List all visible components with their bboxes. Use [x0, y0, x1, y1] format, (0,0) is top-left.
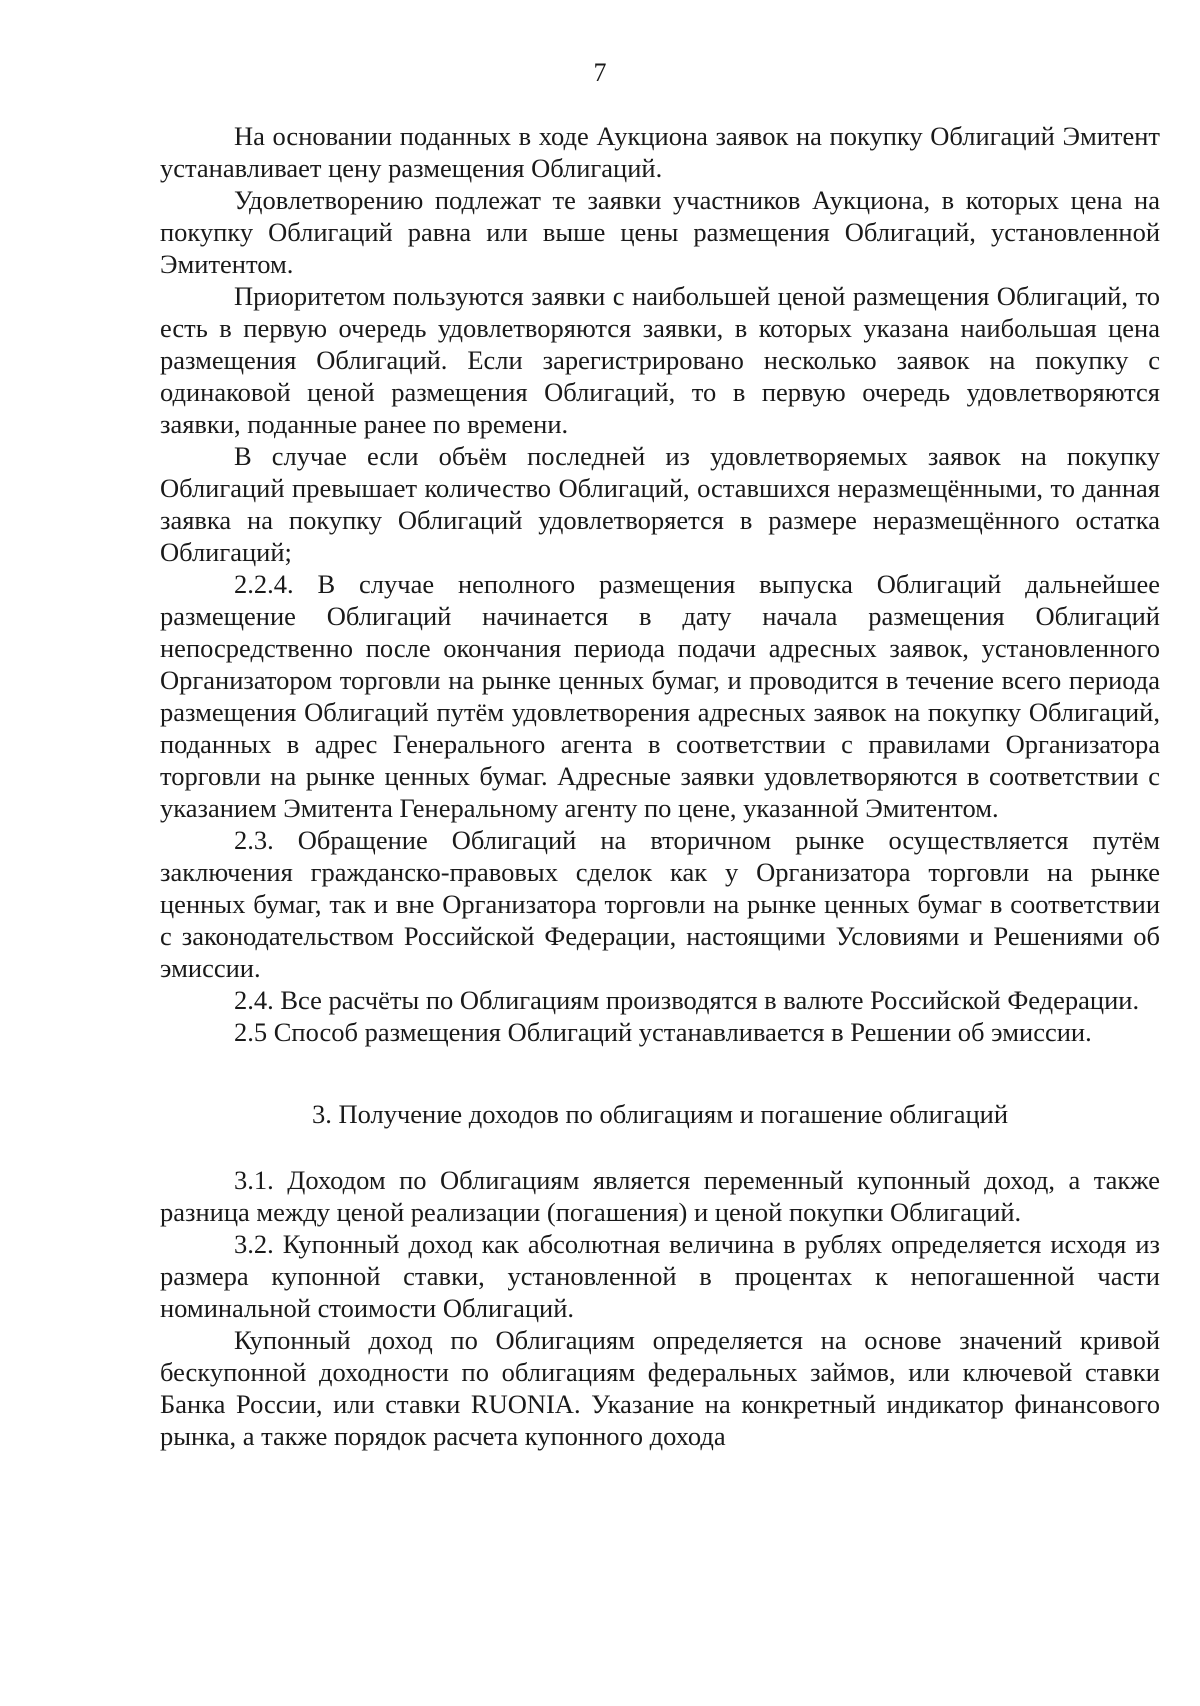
paragraph-2-2-4: 2.2.4. В случае неполного размещения выпуска Облигаций дальнейшее размещение Облигаций начинается в дату начала размещения Облигаций непосредственно после окончания периода подачи адресных заявок, установленного Организатором торговли на рынке ценных бумаг, и проводится в течение всего периода размещения Облигаций путём удовлетворения адресных заявок на покупку Облигаций, поданных в адрес Генерального агента в соответствии с правилами Организатора торговли на рынке ценных бумаг. Адресные заявки удовлетворяются в соответствии с указанием Эмитента Генеральному агенту по цене, указанной Эмитентом.	[160, 569, 1160, 823]
paragraph-3-2: 3.2. Купонный доход как абсолютная величина в рублях определяется исходя из размера купонной ставки, установленной в процентах к непогашенной части номинальной стоимости Облигаций.	[160, 1229, 1160, 1323]
paragraph-satisfied-bids: Удовлетворению подлежат те заявки участников Аукциона, в которых цена на покупку Облигаций равна или выше цены размещения Облигаций, установленной Эмитентом.	[160, 185, 1160, 279]
document-body	[160, 120, 1160, 1452]
paragraph-3-1: 3.1. Доходом по Облигациям является переменный купонный доход, а также разница между ценой реализации (погашения) и ценой покупки Облигаций.	[160, 1165, 1160, 1227]
section-3-heading: 3. Получение доходов по облигациям и погашение облигаций	[311, 1099, 1009, 1129]
page-number: 7	[593, 58, 607, 87]
paragraph-2-5: 2.5 Способ размещения Облигаций устанавливается в Решении об эмиссии.	[234, 1017, 1092, 1047]
paragraph-last-bid-volume: В случае если объём последней из удовлетворяемых заявок на покупку Облигаций превышает количество Облигаций, оставшихся неразмещёнными, то данная заявка на покупку Облигаций удовлетворяется в размере неразмещённого остатка Облигаций;	[160, 441, 1160, 567]
paragraph-2-3: 2.3. Обращение Облигаций на вторичном рынке осуществляется путём заключения гражданско-правовых сделок как у Организатора торговли на рынке ценных бумаг, так и вне Организатора торговли на рынке ценных бумаг в соответствии с законодательством Российской Федерации, настоящими Условиями и Решениями об эмиссии.	[160, 825, 1160, 983]
paragraph-auction-price: На основании поданных в ходе Аукциона заявок на покупку Облигаций Эмитент устанавливает цену размещения Облигаций.	[160, 121, 1160, 183]
paragraph-coupon-indicator: Купонный доход по Облигациям определяется на основе значений кривой бескупонной доходности по облигациям федеральных займов, или ключевой ставки Банка России, или ставки RUONIA. Указание на конкретный индикатор финансового рынка, а также порядок расчета купонного дохода	[160, 1325, 1160, 1451]
paragraph-2-4: 2.4. Все расчёты по Облигациям производятся в валюте Российской Федерации.	[234, 985, 1140, 1015]
paragraph-bid-priority: Приоритетом пользуются заявки с наибольшей ценой размещения Облигаций, то есть в первую очередь удовлетворяются заявки, в которых указана наибольшая цена размещения Облигаций. Если зарегистрировано несколько заявок на покупку с одинаковой ценой размещения Облигаций, то в первую очередь удовлетворяются заявки, поданные ранее по времени.	[160, 281, 1160, 439]
